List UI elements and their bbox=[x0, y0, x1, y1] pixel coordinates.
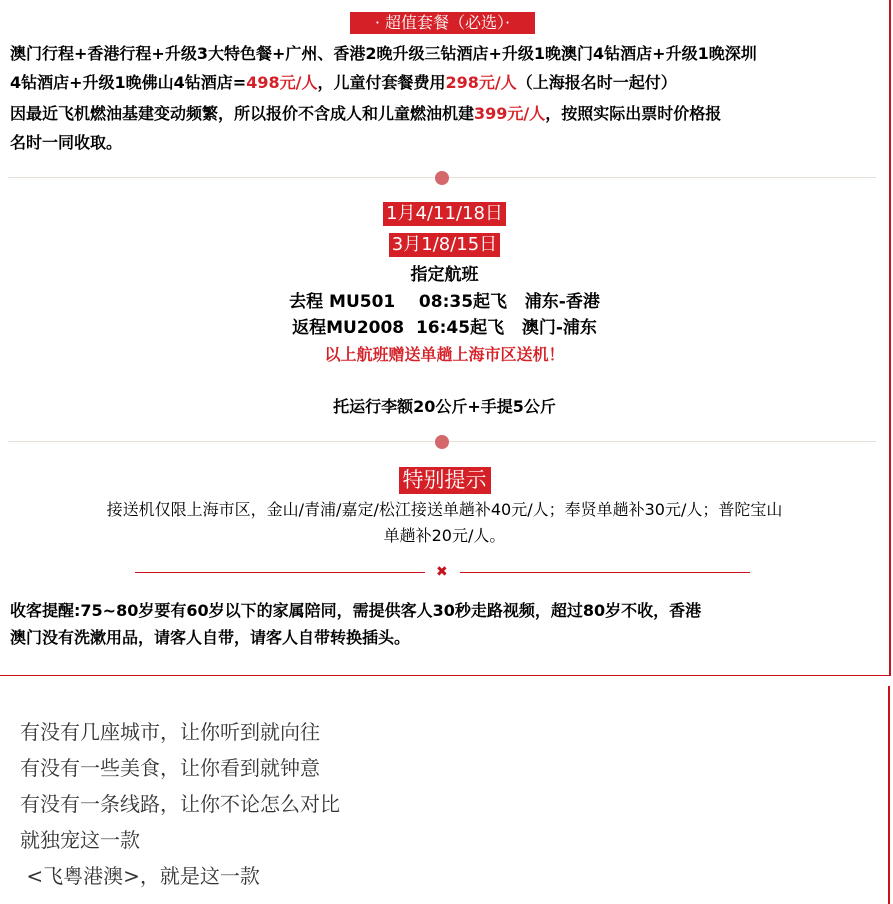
package-line-2 bbox=[10, 68, 880, 97]
package-text: ，儿童付套餐费用 bbox=[317, 73, 446, 92]
poem-line: <飞粤港澳>，就是这一款 bbox=[20, 864, 260, 888]
child-price: 298元/人 bbox=[445, 73, 517, 92]
package-text: 因最近飞机燃油基建变动频繁，所以报价不含成人和儿童燃油机建 bbox=[10, 104, 475, 123]
package-text: ，按照实际出票时价格报 bbox=[545, 104, 722, 123]
panel-edge-line bbox=[888, 686, 890, 904]
flight-outbound: 去程 MU501 08:35起飞 浦东-香港 bbox=[289, 292, 600, 312]
package-text: （上海报名时一起付） bbox=[516, 73, 677, 92]
fuel-fee: 399元/人 bbox=[474, 104, 546, 123]
flight-return: 返程MU2008 16:45起飞 澳门-浦东 bbox=[292, 318, 597, 338]
poem-line: 有没有一些美食，让你看到就钟意 bbox=[20, 756, 320, 780]
package-line-1: 澳门行程+香港行程+升级3大特色餐+广州、香港2晚升级三钻酒店+升级1晚澳门4钻酒店+升级1晚深圳 bbox=[10, 44, 757, 63]
poem-line: 就独宠这一款 bbox=[20, 828, 140, 852]
package-line-3 bbox=[10, 99, 880, 128]
ornament-line-left bbox=[135, 572, 425, 573]
package-price: 498元/人 bbox=[246, 73, 318, 92]
poem-line: 有没有一条线路，让你不论怎么对比 bbox=[20, 792, 340, 816]
reminder-line-2: 澳门没有洗漱用品，请客人自带，请客人自带转换插头。 bbox=[10, 628, 411, 647]
reminder-line-1: 收客提醒:75~80岁要有60岁以下的家属陪同，需提供客人30秒走路视频，超过80岁不收，香港 bbox=[10, 601, 702, 620]
flower-icon: ✖ bbox=[436, 564, 448, 580]
divider-dot bbox=[435, 171, 449, 185]
notice-line-2: 单趟补20元/人。 bbox=[383, 526, 506, 545]
luggage-allowance: 托运行李额20公斤+手提5公斤 bbox=[333, 397, 556, 416]
date-highlight: 3月1/8/15日 bbox=[389, 233, 500, 257]
notice-title-row bbox=[0, 467, 889, 494]
package-line-4: 名时一同收取。 bbox=[10, 133, 123, 152]
date-row-1 bbox=[0, 202, 889, 226]
date-row-2 bbox=[0, 233, 889, 257]
ornament-line-right bbox=[460, 572, 750, 573]
notice-line-1: 接送机仅限上海市区，金山/青浦/嘉定/松江接送单趟补40元/人；奉贤单趟补30元/人；普陀宝山 bbox=[106, 500, 783, 519]
flight-gift: 以上航班赠送单趟上海市区送机！ bbox=[324, 345, 565, 364]
notice-title: 特别提示 bbox=[399, 467, 491, 494]
date-highlight: 1月4/11/18日 bbox=[383, 202, 506, 226]
poem-line: 有没有几座城市，让你听到就向往 bbox=[20, 720, 320, 744]
divider-dot bbox=[435, 435, 449, 449]
flight-label: 指定航班 bbox=[410, 265, 479, 285]
package-text: 4钻酒店+升级1晚佛山4钻酒店= bbox=[10, 73, 247, 92]
package-tag: · 超值套餐（必选）· bbox=[350, 12, 535, 34]
